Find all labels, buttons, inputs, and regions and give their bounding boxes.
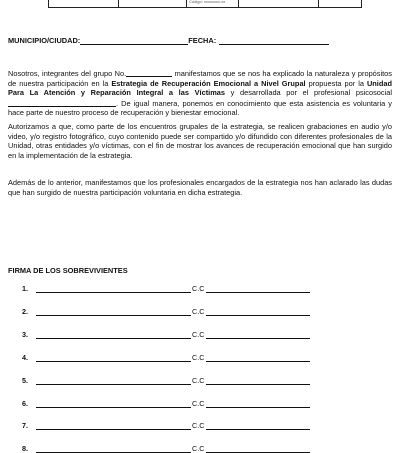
cc-field[interactable] — [206, 353, 310, 362]
signatures-title: FIRMA DE LOS SOBREVIVIENTES — [8, 266, 128, 275]
signature-row — [22, 353, 310, 362]
cc-label: C.C — [192, 329, 205, 339]
paragraph-text: manifestamos que se nos ha explicado la naturaleza y propósitos de nuestra participación en la — [8, 69, 392, 88]
signature-number: 3. — [22, 329, 28, 339]
signature-row — [22, 444, 310, 453]
signature-number: 8. — [22, 444, 28, 453]
header-table-cell — [319, 0, 361, 7]
signature-field[interactable] — [36, 307, 191, 316]
cc-field[interactable] — [206, 421, 310, 430]
location-date-line — [8, 36, 329, 45]
signature-row — [22, 284, 310, 293]
signature-number: 2. — [22, 306, 28, 316]
consent-paragraph-3: Además de lo anterior, manifestamos que los profesionales encargados de la estrategia nos han aclarado las dudas que han surgido de nuestra participación voluntaria en dicha estrategia. — [8, 178, 392, 197]
signature-field[interactable] — [36, 444, 191, 453]
consent-paragraph-2: Autorizamos a que, como parte de los encuentros grupales de la estrategia, se realicen grabaciones en audio y/o video, y/o registro fotográfico, cuyo contenido puede ser compartido y/o difundido con diferentes profesionales de la Unidad, otras entidades y/o víctimas, con el fin de mostrar los avances de recuperación emocional que han surgido en la implementación de la estrategia. — [8, 122, 392, 160]
cc-label: C.C — [192, 444, 205, 453]
fecha-label: FECHA: — [188, 36, 217, 45]
signature-row — [22, 376, 310, 385]
cc-field[interactable] — [206, 376, 310, 385]
fecha-field[interactable] — [219, 36, 329, 45]
header-table-cell: Código: xxxxxxxx-xx — [187, 0, 239, 7]
cc-label: C.C — [192, 306, 205, 316]
paragraph-text: Nosotros, integrantes del grupo No. — [8, 69, 127, 78]
cc-label: C.C — [192, 352, 205, 362]
paragraph-text: . De igual manera, ponemos en conocimiento que esta asistencia es voluntaria y hace parte de nuestro proceso de recuperación y bienestar emocional. — [8, 98, 392, 118]
cc-field[interactable] — [206, 330, 310, 339]
header-table — [48, 0, 362, 8]
cc-label: C.C — [192, 284, 205, 293]
cc-field[interactable] — [206, 399, 310, 408]
signature-row — [22, 399, 310, 408]
paragraph-text: y desarrollada por el profesional psicosocial — [225, 88, 392, 98]
signature-number: 6. — [22, 398, 28, 408]
header-table-cell — [49, 0, 119, 7]
signature-number: 1. — [22, 284, 28, 293]
signature-row — [22, 330, 310, 339]
professional-name-field[interactable] — [8, 98, 116, 107]
header-table-cell — [239, 0, 319, 7]
signature-number: 5. — [22, 375, 28, 385]
signature-field[interactable] — [36, 330, 191, 339]
cc-field[interactable] — [206, 284, 310, 293]
signature-field[interactable] — [36, 353, 191, 362]
municipio-label: MUNICIPIO/CIUDAD: — [8, 36, 81, 45]
signature-field[interactable] — [36, 421, 191, 430]
signature-number: 7. — [22, 421, 28, 431]
signature-field[interactable] — [36, 284, 191, 293]
cc-label: C.C — [192, 375, 205, 385]
consent-paragraph-1 — [8, 68, 392, 118]
cc-field[interactable] — [206, 307, 310, 316]
group-number-field[interactable] — [126, 68, 172, 77]
signature-field[interactable] — [36, 376, 191, 385]
unit-name: Unidad Para La Atención y Reparación Integral a las Víctimas — [8, 78, 392, 98]
paragraph-text: propuesta por la — [305, 78, 367, 88]
signature-row — [22, 307, 310, 316]
strategy-name: Estrategia de Recuperación Emocional a Nivel Grupal — [111, 78, 306, 88]
cc-label: C.C — [192, 398, 205, 408]
signature-row — [22, 421, 310, 430]
header-table-cell — [119, 0, 187, 7]
signature-number: 4. — [22, 352, 28, 362]
cc-label: C.C — [192, 421, 205, 431]
municipio-field[interactable] — [80, 36, 188, 45]
signature-field[interactable] — [36, 399, 191, 408]
cc-field[interactable] — [206, 444, 310, 453]
